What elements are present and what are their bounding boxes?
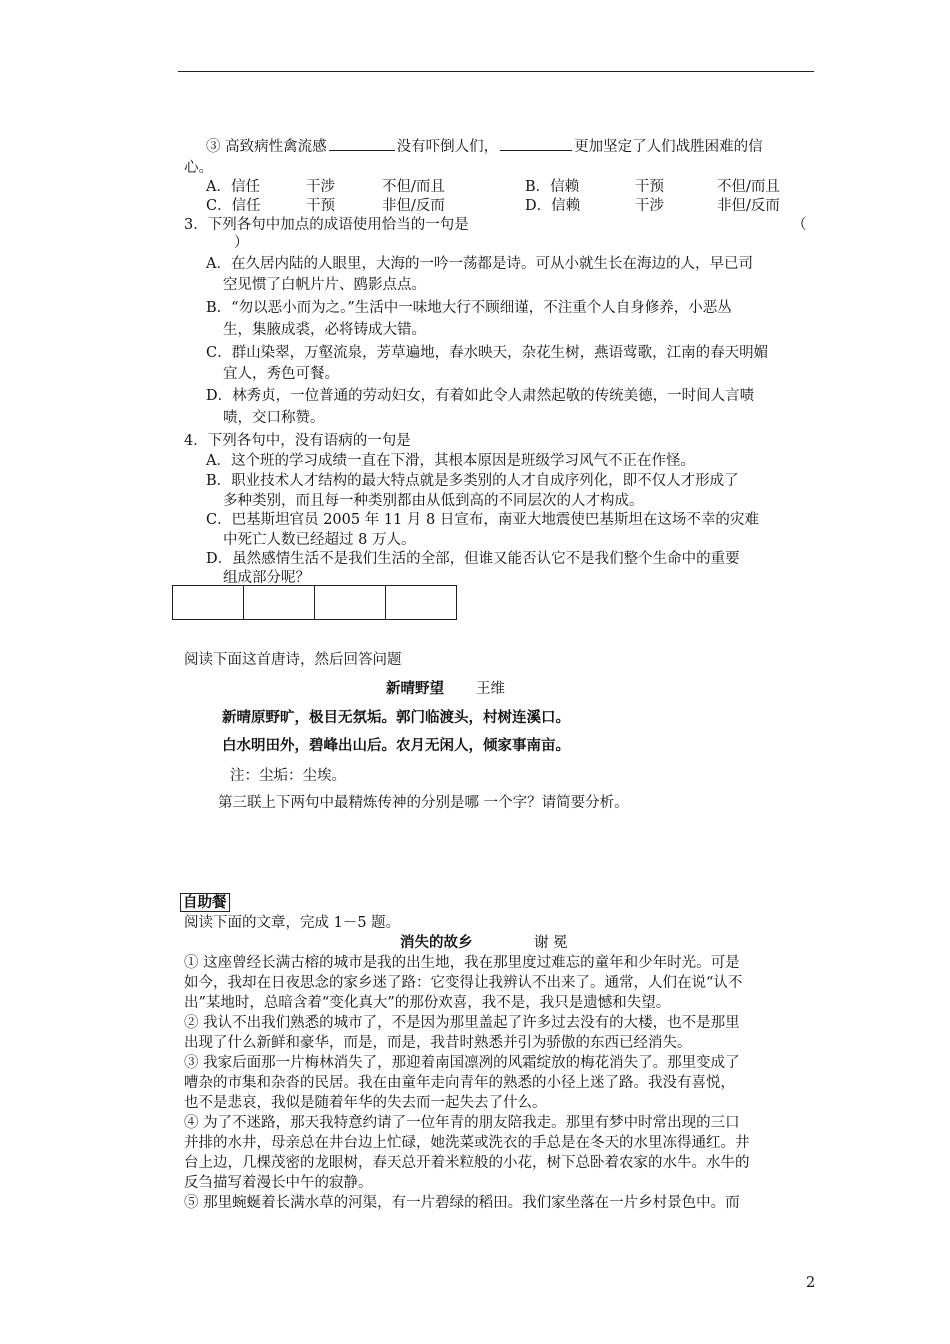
answer-cell[interactable]	[385, 585, 457, 620]
q2-item3-line2: 心。	[184, 160, 213, 176]
q4-option-c-line2: 中死亡人数已经超过 8 万人。	[223, 532, 416, 548]
q3-option-a-line2: 空见惯了白帆片片、鸥影点点。	[223, 277, 426, 293]
paragraph-3-line: 嘈杂的市集和杂沓的民居。我在由童年走向青年的熟悉的小径上迷了路。我没有喜悦，	[184, 1075, 735, 1091]
paragraph-2-line: ② 我认不出我们熟悉的城市了，不是因为那里盖起了许多过去没有的大楼，也不是那里	[184, 1015, 740, 1031]
q2-item3-text-c: 更加坚定了人们战胜困难的信	[574, 139, 763, 155]
paragraph-3-line: ③ 我家后面那一片梅林消失了，那迎着南国凛冽的风霜绽放的梅花消失了。那里变成了	[184, 1055, 740, 1071]
q2-item3-line1	[206, 137, 763, 157]
paragraph-4-line: 反刍描写着漫长中午的寂静。	[184, 1175, 373, 1191]
answer-blank	[329, 138, 395, 151]
q4-option-d-line1: D．虽然感情生活不是我们生活的全部，但谁又能否认它不是我们整个生命中的重要	[206, 551, 740, 567]
paragraph-1-line: 如今，我却在日夜思念的家乡迷了路：它变得让我辨认不出来了。通常，人们在说“认不	[184, 975, 743, 991]
article-title: 消失的故乡	[400, 934, 473, 951]
poem-note: 注：尘垢：尘埃。	[230, 768, 346, 784]
q3-option-b-line1: B．“勿以恶小而为之。”生活中一味地大行不顾细谨，不注重个人自身修养，小恶丛	[206, 300, 732, 316]
q4-option-d-line2: 组成部分呢？	[223, 570, 310, 586]
page-number: 2	[806, 1275, 816, 1291]
q4-option-b-line1: B．职业技术人才结构的最大特点就是多类别的人才自成序列化，即不仅人才形成了	[206, 473, 739, 489]
q4-stem: 4．下列各句中，没有语病的一句是	[184, 433, 411, 449]
q3-option-b-line2: 生，集腋成裘，必将铸成大错。	[223, 322, 426, 338]
poem-line-1: 新晴原野旷，极目无氛垢。郭门临渡头，村树连溪口。	[222, 709, 570, 726]
q3-option-c-line2: 宜人，秀色可餐。	[223, 366, 339, 382]
q4-option-c-line1: C．巴基斯坦官员 2005 年 11 月 8 日宣布，南亚大地震使巴基斯坦在这场不幸的灾难	[206, 512, 759, 528]
poem-line-2: 白水明田外，碧峰出山后。农月无闲人，倾家事南亩。	[222, 737, 570, 754]
q3-option-d-line2: 啧，交口称赞。	[223, 410, 325, 426]
answer-cell[interactable]	[243, 585, 315, 620]
paragraph-4-line: 并排的水井，母亲总在井台边上忙碌，她洗菜或洗衣的手总是在冬天的水里冻得通红。井	[184, 1135, 750, 1151]
poem-author: 王维	[476, 681, 505, 697]
q3-paren-open: （	[792, 217, 807, 233]
poem-intro: 阅读下面这首唐诗，然后回答问题	[184, 652, 402, 668]
paragraph-1-line: ① 这座曾经长满古榕的城市是我的出生地，我在那里度过难忘的童年和少年时光。可是	[184, 955, 740, 971]
paragraph-4-line: ④ 为了不迷路，那天我特意约请了一位年青的朋友陪我走。那里有梦中时常出现的三口	[184, 1115, 740, 1131]
q2-item3-text-a: ③ 高致病性禽流感	[206, 139, 327, 155]
paragraph-5-line: ⑤ 那里蜿蜒着长满水草的河渠，有一片碧绿的稻田。我们家坐落在一片乡村景色中。而	[184, 1195, 740, 1211]
q4-option-b-line2: 多种类别，而且每一种类别都由从低到高的不同层次的人才构成。	[223, 493, 644, 509]
answer-cell[interactable]	[314, 585, 386, 620]
answer-grid	[172, 585, 457, 620]
q4-option-a-line1: A．这个班的学习成绩一直在下滑，其根本原因是班级学习风气不正在作怪。	[206, 453, 695, 469]
q3-paren-close: ）	[234, 235, 249, 251]
answer-cell[interactable]	[172, 585, 244, 620]
paragraph-3-line: 也不是悲哀，我似是随着年华的失去而一起失去了什么。	[184, 1095, 547, 1111]
article-author: 谢 冕	[534, 935, 568, 951]
q3-option-a-line1: A．在久居内陆的人眼里，大海的一吟一荡都是诗。可从小就生长在海边的人，早已司	[206, 256, 753, 272]
q2-item3-text-b: 没有吓倒人们，	[396, 139, 499, 155]
header-rule	[178, 71, 814, 72]
paragraph-1-line: 出”某地时，总暗含着“变化真大”的那份欢喜，我不是，我只是遗憾和失望。	[184, 995, 671, 1011]
section-heading: 自助餐	[180, 893, 230, 913]
paragraph-4-line: 台上边，几棵茂密的龙眼树，春天总开着米粒般的小花，树下总卧着农家的水牛。水牛的	[184, 1155, 750, 1171]
q3-option-d-line1: D．林秀贞，一位普通的劳动妇女，有着如此令人肃然起敬的传统美德，一时间人言啧	[206, 388, 755, 404]
poem-question: 第三联上下两句中最精炼传神的分别是哪 一个字？请简要分析。	[218, 795, 629, 811]
q3-option-c-line1: C．群山染翠，万壑流泉，芳草遍地，春水映天，杂花生树，燕语莺歌，江南的春天明媚	[206, 345, 769, 361]
article-intro: 阅读下面的文章，完成 1－5 题。	[184, 915, 401, 931]
paragraph-2-line: 出现了什么新鲜和豪华，而是，而是，我昔时熟悉并引为骄傲的东西已经消失。	[184, 1035, 692, 1051]
poem-title: 新晴野望	[386, 680, 444, 697]
q3-stem: 3．下列各句中加点的成语使用恰当的一句是	[184, 217, 469, 233]
answer-blank	[500, 138, 572, 151]
